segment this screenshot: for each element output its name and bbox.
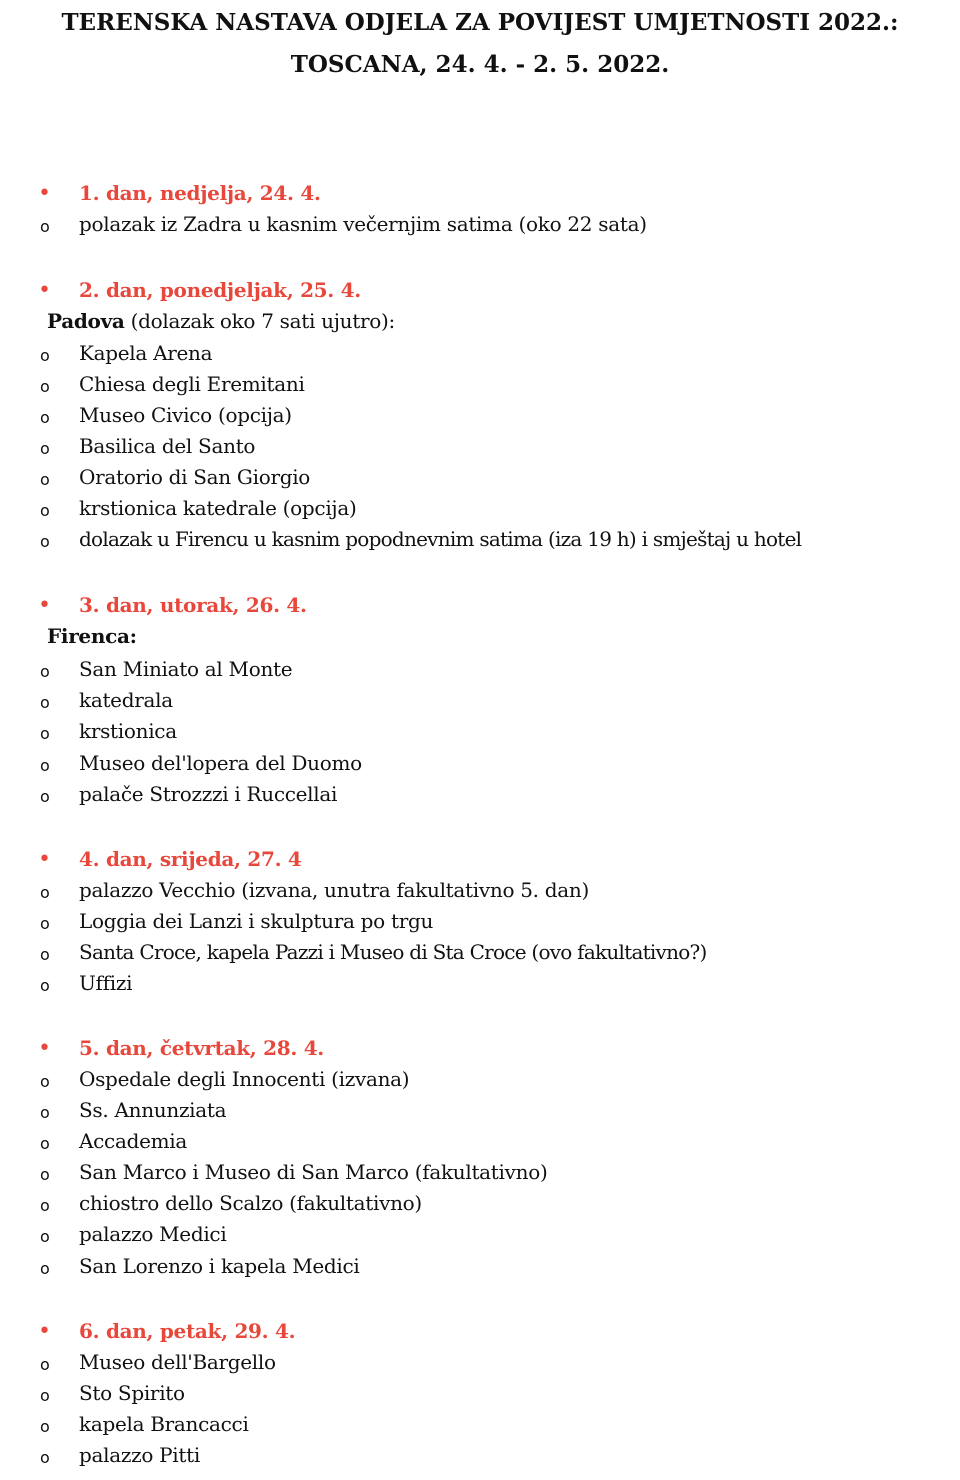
day-heading-6 xyxy=(0,1316,960,1347)
circle-bullet-icon: o xyxy=(40,1448,50,1467)
day-heading-2 xyxy=(0,275,960,306)
list-item xyxy=(0,1347,960,1378)
city-line-firenca xyxy=(0,621,960,652)
list-item-text: Sto Spirito xyxy=(79,1381,185,1405)
list-item-text: polazak iz Zadra u kasnim večernjim satima (oko 22 sata) xyxy=(79,212,647,236)
list-item-text: katedrala xyxy=(79,688,173,712)
day-heading-text: 1. dan, nedjelja, 24. 4. xyxy=(79,181,321,205)
list-item-text: Uffizi xyxy=(79,971,133,995)
circle-bullet-icon: o xyxy=(40,1134,50,1153)
city-line-text xyxy=(47,306,395,337)
circle-bullet-icon: o xyxy=(40,1417,50,1436)
list-item xyxy=(0,462,960,493)
list-item xyxy=(0,431,960,462)
day-heading-4 xyxy=(0,844,960,875)
list-item-text: palazzo Pitti xyxy=(79,1443,200,1467)
list-item xyxy=(0,1064,960,1095)
circle-bullet-icon: o xyxy=(40,408,50,427)
bullet-icon: • xyxy=(38,593,51,618)
list-item-text: chiostro dello Scalzo (fakultativno) xyxy=(79,1191,422,1215)
circle-bullet-icon: o xyxy=(40,346,50,365)
list-item-text: Accademia xyxy=(79,1129,187,1153)
city-line-padova xyxy=(0,306,960,337)
circle-bullet-icon: o xyxy=(40,883,50,902)
list-item-text: dolazak u Firencu u kasnim popodnevnim satima (iza 19 h) i smještaj u hotel xyxy=(79,527,802,551)
list-item-text: Chiesa degli Eremitani xyxy=(79,372,305,396)
list-item xyxy=(0,716,960,747)
list-item-text: Museo Civico (opcija) xyxy=(79,403,292,427)
circle-bullet-icon: o xyxy=(40,693,50,712)
list-item-text: Santa Croce, kapela Pazzi i Museo di Sta Croce (ovo fakultativno?) xyxy=(79,940,707,964)
day-heading-text: 6. dan, petak, 29. 4. xyxy=(79,1319,296,1343)
city-line-text xyxy=(47,621,137,652)
circle-bullet-icon: o xyxy=(40,501,50,520)
circle-bullet-icon: o xyxy=(40,1196,50,1215)
list-item-text: Kapela Arena xyxy=(79,341,213,365)
list-item xyxy=(0,875,960,906)
list-item xyxy=(0,524,960,555)
circle-bullet-icon: o xyxy=(40,1386,50,1405)
list-item xyxy=(0,654,960,685)
circle-bullet-icon: o xyxy=(40,1259,50,1278)
circle-bullet-icon: o xyxy=(40,662,50,681)
list-item-text: Museo dell'Bargello xyxy=(79,1350,276,1374)
day-heading-text: 2. dan, ponedjeljak, 25. 4. xyxy=(79,278,361,302)
list-item-text: Ss. Annunziata xyxy=(79,1098,227,1122)
circle-bullet-icon: o xyxy=(40,1072,50,1091)
bullet-icon: • xyxy=(38,1036,51,1061)
list-item-text: Museo del'lopera del Duomo xyxy=(79,751,362,775)
list-item-text: Oratorio di San Giorgio xyxy=(79,465,311,489)
list-item xyxy=(0,400,960,431)
list-item xyxy=(0,906,960,937)
circle-bullet-icon: o xyxy=(40,377,50,396)
list-item-text: Basilica del Santo xyxy=(79,434,256,458)
circle-bullet-icon: o xyxy=(40,787,50,806)
list-item-text: palače Strozzzi i Ruccellai xyxy=(79,782,338,806)
day-heading-3 xyxy=(0,590,960,621)
list-item-text: krstionica xyxy=(79,719,177,743)
list-item-text: San Lorenzo i kapela Medici xyxy=(79,1254,360,1278)
bullet-icon: • xyxy=(38,847,51,872)
circle-bullet-icon: o xyxy=(40,914,50,933)
list-item-text: palazzo Vecchio (izvana, unutra fakultativno 5. dan) xyxy=(79,878,589,902)
city-name: Padova xyxy=(47,309,125,333)
bullet-icon: • xyxy=(38,278,51,303)
list-item xyxy=(0,1095,960,1126)
day-heading-1 xyxy=(0,178,960,209)
list-item xyxy=(0,968,960,999)
list-item xyxy=(0,1409,960,1440)
city-name: Firenca: xyxy=(47,624,137,648)
circle-bullet-icon: o xyxy=(40,1227,50,1246)
list-item xyxy=(0,209,960,240)
list-item xyxy=(0,493,960,524)
list-item xyxy=(0,1219,960,1250)
circle-bullet-icon: o xyxy=(40,1165,50,1184)
circle-bullet-icon: o xyxy=(40,470,50,489)
bullet-icon: • xyxy=(38,181,51,206)
circle-bullet-icon: o xyxy=(40,724,50,743)
list-item xyxy=(0,937,960,968)
list-item xyxy=(0,369,960,400)
circle-bullet-icon: o xyxy=(40,439,50,458)
circle-bullet-icon: o xyxy=(40,756,50,775)
day-heading-text: 5. dan, četvrtak, 28. 4. xyxy=(79,1036,324,1060)
list-item xyxy=(0,685,960,716)
list-item-text: San Miniato al Monte xyxy=(79,657,293,681)
list-item xyxy=(0,748,960,779)
day-heading-text: 3. dan, utorak, 26. 4. xyxy=(79,593,307,617)
list-item xyxy=(0,1251,960,1282)
city-note: (dolazak oko 7 sati ujutro): xyxy=(124,309,395,333)
circle-bullet-icon: o xyxy=(40,532,50,551)
day-heading-text: 4. dan, srijeda, 27. 4 xyxy=(79,847,302,871)
list-item xyxy=(0,1440,960,1471)
circle-bullet-icon: o xyxy=(40,1355,50,1374)
list-item-text: Loggia dei Lanzi i skulptura po trgu xyxy=(79,909,434,933)
circle-bullet-icon: o xyxy=(40,945,50,964)
circle-bullet-icon: o xyxy=(40,217,50,236)
list-item-text: kapela Brancacci xyxy=(79,1412,249,1436)
day-heading-5 xyxy=(0,1033,960,1064)
bullet-icon: • xyxy=(38,1319,51,1344)
list-item-text: San Marco i Museo di San Marco (fakultativno) xyxy=(79,1160,548,1184)
document-title-line-1: TERENSKA NASTAVA ODJELA ZA POVIJEST UMJETNOSTI 2022.: xyxy=(61,9,899,36)
circle-bullet-icon: o xyxy=(40,976,50,995)
list-item-text: palazzo Medici xyxy=(79,1222,227,1246)
list-item xyxy=(0,779,960,810)
list-item-text: Ospedale degli Innocenti (izvana) xyxy=(79,1067,410,1091)
list-item xyxy=(0,338,960,369)
document-title-line-2: TOSCANA, 24. 4. - 2. 5. 2022. xyxy=(290,51,670,78)
list-item xyxy=(0,1126,960,1157)
list-item xyxy=(0,1157,960,1188)
list-item-text: krstionica katedrale (opcija) xyxy=(79,496,357,520)
list-item xyxy=(0,1378,960,1409)
circle-bullet-icon: o xyxy=(40,1103,50,1122)
list-item xyxy=(0,1188,960,1219)
